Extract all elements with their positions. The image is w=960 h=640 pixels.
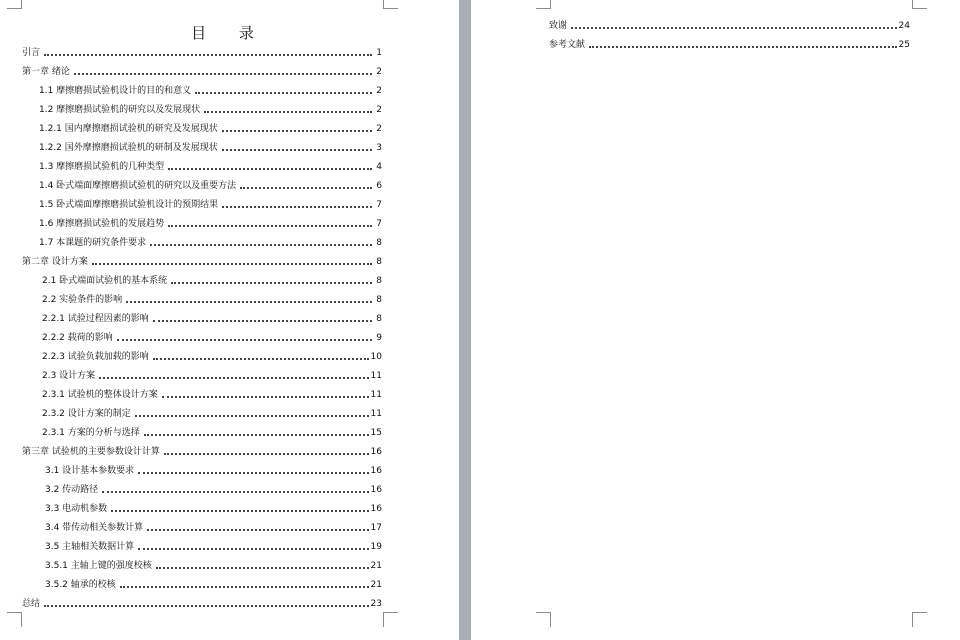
toc-entry-title: 3.4 带传动相关参数计算 [45,523,144,533]
toc-entry-page-number: 16 [370,466,382,476]
toc-entry-title: 2.2.3 试验负载加载的影响 [42,352,149,362]
toc-entry[interactable] [22,192,382,211]
toc-entry-page-number: 16 [370,447,382,457]
toc-entry[interactable] [22,306,382,325]
toc-entry[interactable] [22,135,382,154]
toc-entry[interactable] [22,477,382,496]
toc-entry[interactable] [22,78,382,97]
crop-mark [383,612,398,627]
crop-mark [7,0,22,9]
document-page-left [0,0,459,640]
toc-entry-page-number: 15 [370,428,382,438]
toc-entry-page-number: 8 [376,314,382,324]
toc-entry-page-number: 11 [370,390,382,400]
toc-entry[interactable] [22,515,382,534]
toc-entry[interactable] [22,325,382,344]
toc-entry[interactable] [22,401,382,420]
toc-entry-page-number: 2 [376,105,382,115]
dot-leader [74,73,372,75]
toc-entry-page-number: 16 [370,504,382,514]
dot-leader [222,130,372,132]
toc-entry-title: 1.2.1 国内摩擦磨损试验机的研究及发展现状 [39,124,218,134]
toc-entry[interactable] [22,249,382,268]
toc-entry-title: 2.3.2 设计方案的制定 [42,409,131,419]
toc-list-right [549,13,910,51]
toc-entry-page-number: 9 [376,333,382,343]
toc-entry-page-number: 21 [370,561,382,571]
toc-entry[interactable] [22,344,382,363]
toc-entry-page-number: 17 [370,523,382,533]
dot-leader [44,54,372,56]
toc-entry[interactable] [22,173,382,192]
toc-entry-title: 2.3 设计方案 [42,371,96,381]
dot-leader [102,491,368,493]
dot-leader [168,168,372,170]
crop-mark [912,0,927,9]
toc-entry-title: 1.7 本课题的研究条件要求 [39,238,147,248]
toc-entry[interactable] [22,287,382,306]
toc-entry-title: 致谢 [549,21,568,31]
toc-entry-title: 3.5.2 轴承的校核 [45,580,116,590]
toc-entry[interactable] [22,572,382,591]
toc-entry-page-number: 4 [376,162,382,172]
toc-entry-page-number: 10 [370,352,382,362]
toc-entry-title: 2.2.2 载荷的影响 [42,333,113,343]
toc-entry[interactable] [549,13,910,32]
dot-leader [240,187,372,189]
dot-leader [117,339,372,341]
toc-entry-title: 3.5 主轴相关数据计算 [45,542,135,552]
toc-entry-page-number: 2 [376,86,382,96]
toc-entry[interactable] [22,268,382,287]
toc-entry-page-number: 7 [376,200,382,210]
toc-entry-title: 2.2 实验条件的影响 [42,295,123,305]
dot-leader [92,263,372,265]
dot-leader [168,225,372,227]
dot-leader [571,27,897,29]
toc-entry[interactable] [22,363,382,382]
page-gutter [459,0,471,640]
crop-mark [536,612,551,627]
toc-entry-title: 1.6 摩擦磨损试验机的发展趋势 [39,219,165,229]
toc-entry-page-number: 23 [370,599,382,609]
crop-mark [912,612,927,627]
toc-title: 目 录 [191,24,268,43]
dot-leader [135,415,369,417]
toc-entry-title: 第三章 试验机的主要参数设计计算 [22,447,160,457]
toc-entry-page-number: 8 [376,257,382,267]
toc-entry[interactable] [22,40,382,59]
document-page-right [471,0,960,640]
toc-entry[interactable] [22,59,382,78]
dot-leader [111,510,368,512]
dot-leader [204,111,372,113]
toc-entry[interactable] [22,116,382,135]
toc-entry-page-number: 3 [376,143,382,153]
dot-leader [153,358,369,360]
dot-leader [44,605,369,607]
dot-leader [150,244,372,246]
toc-entry-title: 1.4 卧式端面摩擦磨损试验机的研究以及重要方法 [39,181,237,191]
toc-entry[interactable] [22,97,382,116]
dot-leader [162,396,369,398]
dot-leader [589,46,897,48]
toc-entry-title: 2.2.1 试验过程因素的影响 [42,314,149,324]
crop-mark [383,0,398,9]
toc-entry-title: 1.3 摩擦磨损试验机的几种类型 [39,162,165,172]
toc-entry[interactable] [22,439,382,458]
toc-entry-title: 3.1 设计基本参数要求 [45,466,135,476]
crop-mark [536,0,551,9]
dot-leader [138,548,368,550]
dot-leader [138,472,368,474]
toc-entry[interactable] [22,496,382,515]
crop-mark [7,612,22,627]
toc-entry-title: 2.3.1 方案的分析与选择 [42,428,140,438]
toc-entry-page-number: 8 [376,295,382,305]
dot-leader [156,567,369,569]
toc-entry-page-number: 11 [370,409,382,419]
toc-entry-title: 2.1 卧式端面试验机的基本系统 [42,276,168,286]
toc-entry-page-number: 24 [898,21,910,31]
dot-leader [195,92,372,94]
toc-entry[interactable] [22,211,382,230]
toc-entry[interactable] [22,154,382,173]
toc-entry-title: 参考文献 [549,40,586,50]
dot-leader [164,453,369,455]
dot-leader [126,301,372,303]
dot-leader [99,377,368,379]
dot-leader [153,320,372,322]
toc-entry-page-number: 1 [376,48,382,58]
toc-entry-page-number: 2 [376,67,382,77]
toc-entry[interactable] [22,553,382,572]
toc-entry-page-number: 6 [376,181,382,191]
toc-entry-page-number: 7 [376,219,382,229]
toc-entry-title: 总结 [22,599,41,609]
toc-entry[interactable] [22,591,382,610]
toc-entry-page-number: 16 [370,485,382,495]
toc-entry[interactable] [22,382,382,401]
dot-leader [120,586,369,588]
toc-entry-page-number: 19 [370,542,382,552]
toc-entry-title: 1.1 摩擦磨损试验机设计的目的和意义 [39,86,192,96]
toc-entry-page-number: 8 [376,238,382,248]
toc-entry-page-number: 11 [370,371,382,381]
toc-entry-title: 第一章 绪论 [22,67,70,77]
toc-entry-title: 3.3 电动机参数 [45,504,108,514]
toc-entry-page-number: 2 [376,124,382,134]
dot-leader [222,149,372,151]
toc-entry[interactable] [22,534,382,553]
toc-entry-title: 引言 [22,48,41,58]
toc-entry-title: 1.2.2 国外摩擦磨损试验机的研制及发展现状 [39,143,218,153]
toc-entry-page-number: 21 [370,580,382,590]
toc-list-left [22,40,382,610]
toc-entry-title: 2.3.1 试验机的整体设计方案 [42,390,158,400]
dot-leader [171,282,372,284]
toc-entry[interactable] [22,230,382,249]
toc-entry-title: 第二章 设计方案 [22,257,88,267]
dot-leader [147,529,368,531]
toc-entry-title: 3.2 传动路径 [45,485,99,495]
dot-leader [222,206,372,208]
toc-entry-page-number: 8 [376,276,382,286]
toc-entry-page-number: 25 [898,40,910,50]
toc-entry-title: 3.5.1 主轴上键的强度校核 [45,561,152,571]
toc-entry[interactable] [22,420,382,439]
toc-entry[interactable] [22,458,382,477]
toc-entry-title: 1.2 摩擦磨损试验机的研究以及发展现状 [39,105,201,115]
toc-entry[interactable] [549,32,910,51]
toc-entry-title: 1.5 卧式端面摩擦磨损试验机设计的预期结果 [39,200,219,210]
dot-leader [144,434,369,436]
